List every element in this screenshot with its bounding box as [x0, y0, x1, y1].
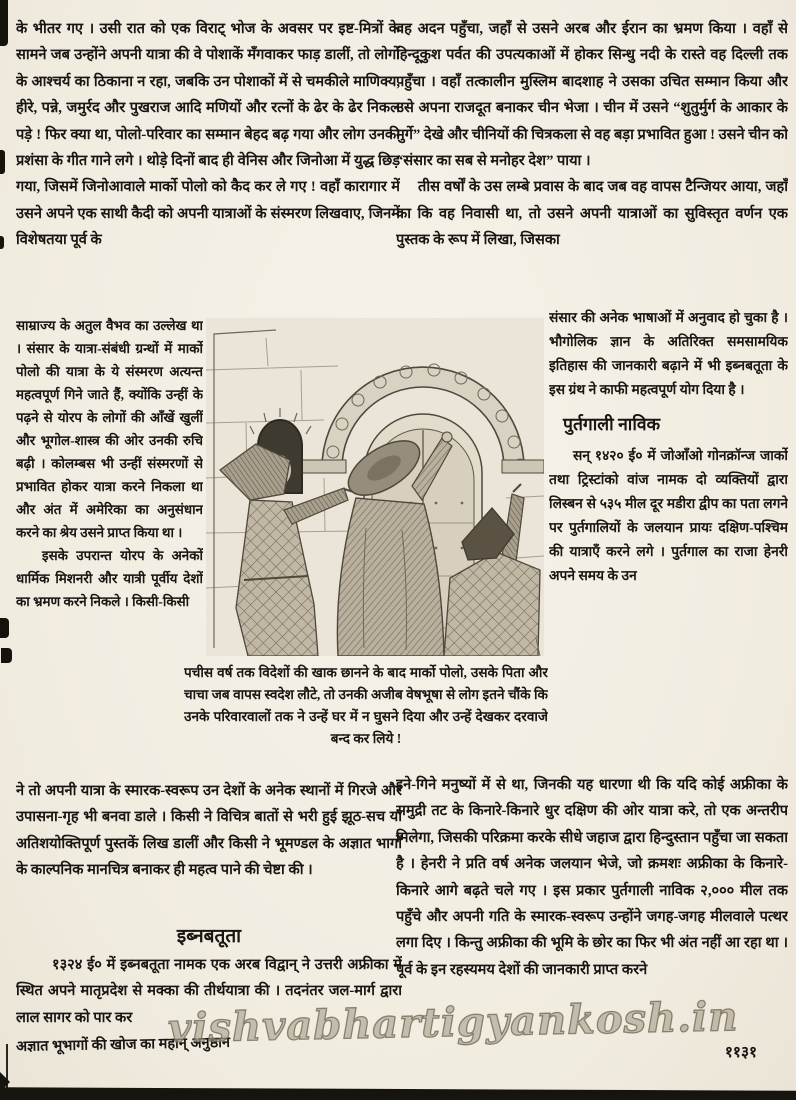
paragraph-text: के भीतर गए । उसी रात को एक विराट् भोज के अवसर पर इष्ट-मित्रों के सामने जब उन्होंने अपनी यात्रा की वे पोशाकें मँगवाकर फाड़ डालीं, तो लोगों के आश्चर्य का ठिकाना न रहा, जबकि उन पोशाकों में से चमकीले माणिक्य, हीरे, पन्ने, जमुर्रद और पुखराज आदि मणियों और रत्नों के ढेर के ढेर निकल पड़े ! फिर क्या था, पोलो-परिवार का सम्मान बेहद बढ़ गया और लोग उनकी प्रशंसा के गीत गाने लगे । थोड़े दिनों बाद ही वेनिस और जिनोआ में युद्ध छिड़ गया, जिसमें जिनोआवाले मार्को पोलो को कैद कर ले गए ! वहाँ कारागार में उसने अपने एक साथी कैदी को अपनी यात्राओं के संस्मरण लिखवाए, जिनमें विशेषतया पूर्व के	[16, 21, 400, 249]
figure-caption	[184, 662, 548, 750]
paragraph-text: १३२४ ई० में इब्नबतूता नामक एक अरब विद्वान् ने उत्तरी अफ्रीका में स्थित अपने मातृप्रदेश से मक्का की तीर्थयात्रा की । तदनंतर जल-मार्ग द्वारा लाल सागर को पार कर	[16, 957, 402, 1026]
scan-artifact-bottom-band	[0, 1087, 796, 1100]
section-heading-ibn-batuta	[16, 922, 402, 948]
paragraph-madeira: सन् १४२० ई० में जोआँओ गोनक्रॉन्ज जार्को तथा ट्रिस्टांको वांज नामक दो व्यक्तियों द्वारा लिस्बन से ५३५ मील दूर मडीरा द्वीप का पता लगने पर पुर्तगालियों के जलयान प्रायः दक्षिण-पश्चिम की यात्राएँ करने लगे । पुर्तगाल का राजा हेनरी अपने समय के उन	[549, 448, 788, 583]
scan-artifact-top-left	[0, 0, 8, 46]
paragraph-text: ने तो अपनी यात्रा के स्मारक-स्वरूप उन देशों के अनेक स्थानों में गिरजे और उपासना-गृह भी बनवा डाले । किसी ने विचित्र बातों से भरी हुई झूठ-सच या अतिशयोक्तिपूर्ण पुस्तकें लिख डालीं और किसी ने भूमण्डल के अज्ञात भागों के काल्पनिक मानचित्र बनाकर ही महत्व पाने की चेष्टा की ।	[16, 783, 402, 879]
engraving-marco-polo-at-door	[206, 318, 544, 656]
right-column-paragraph-henry	[396, 772, 788, 983]
site-watermark: vishvabhartigyankosh.in	[167, 993, 739, 1053]
paragraph-aden: वह अदन पहुँचा, जहाँ से उसने अरब और ईरान का भ्रमण किया । वहाँ से हिन्दूकुश पर्वत की उपत्यकाओं में होकर सिन्धु नदी के रास्ते वह दिल्ली तक पहुँचा । वहाँ तत्कालीन मुस्लिम बादशाह ने उसका उचित सम्मान किया और उसे अपना राजदूत बनाकर चीन भेजा । चीन में उसने “शुतुर्मुर्ग के आकार के मुर्गे” देखे और चीनियों की चित्रकला से वह बड़ा प्रभावित हुआ ! उसने चीन को “संसार का सब से मनोहर देश” पाया ।	[396, 21, 788, 170]
right-column-top	[396, 16, 788, 254]
heading-text: इब्नबतूता	[176, 926, 242, 947]
page-number: ११३१	[724, 1044, 758, 1061]
left-column-paragraph-monuments	[16, 778, 402, 884]
left-column-paragraph-ibn-batuta	[16, 952, 402, 1031]
left-column-paragraph-feast	[16, 16, 400, 254]
caption-text: पचीस वर्ष तक विदेशों की खाक छानने के बाद मार्को पोलो, उसके पिता और चाचा जब वापस स्वदेश लौटे, तो उनकी अजीब वेषभूषा से लोग इतने चौंके कि उनके परिवारवालों तक ने उन्हें घर में न घुसने दिया और उन्हें देखकर दरवाजे बन्द कर लिये !	[184, 665, 548, 746]
scan-artifact-left-edge	[1, 648, 12, 663]
section-heading-portuguese-sailors: पुर्तगाली नाविक	[563, 414, 661, 434]
paragraph-missionaries: इसके उपरान्त योरप के अनेकों धार्मिक मिशनरी और यात्री पूर्वीय देशों का भ्रमण करने निकले । किसी-किसी	[16, 548, 203, 609]
paragraph-translations: संसार की अनेक भाषाओं में अनुवाद हो चुका है । भौगोलिक ज्ञान के अतिरिक्त समसामयिक इतिहास की जानकारी बढ़ाने में भी इब्नबतूता के इस ग्रंथ ने काफी महत्वपूर्ण योग दिया है ।	[549, 310, 788, 397]
paragraph-return: तीस वर्षों के उस लम्बे प्रवास के बाद जब वह वापस टैन्जियर आया, जहाँ का कि वह निवासी था, तो उसने अपनी यात्राओं का सुविस्तृत वर्णन एक पुस्तक के रूप में लिखा, जिसका	[396, 179, 788, 249]
paragraph-memoirs: साम्राज्य के अतुल वैभव का उल्लेख था । संसार के यात्रा-संबंधी ग्रन्थों में मार्को पोलो की यात्रा के ये संस्मरण अत्यन्त महत्वपूर्ण गिने जाते हैं, क्योंकि उन्हीं के पढ़ने से योरप के लोगों की आँखें खुलीं और भूगोल-शास्त्र की ओर उनकी रुचि बढ़ी । कोलम्बस भी उन्हीं संस्मरणों से प्रभावित होकर यात्रा करने निकला था और अंत में अमेरिका का अनुसंधान करने का श्रेय उसने प्राप्त किया था ।	[16, 318, 203, 540]
engraving-illustration	[206, 318, 544, 656]
paragraph-text: इने-गिने मनुष्यों में से था, जिनकी यह धारणा थी कि यदि कोई अफ्रीका के समुद्री तट के किनारे-किनारे धुर दक्षिण की ओर यात्रा करे, तो एक अन्तरीप मिलेगा, जिसकी परिक्रमा करके सीधे जहाज द्वारा हिन्दुस्तान पहुँचा जा सकता है । हेनरी ने प्रति वर्ष अनेक जलयान भेजे, जो क्रमशः अफ्रीका के किनारे-किनारे आगे बढ़ते चले गए । इस प्रकार पुर्तगाली नाविक २,००० मील तक पहुँचे और अपनी गति के स्मारक-स्वरूप उन्होंने जगह-जगह मीलवाले पत्थर लगा दिए । किन्तु अफ्रीका की भूमि के छोर का फिर भी अंत नहीं आ रहा था । पूर्व के इन रहस्यमय देशों की जानकारी प्राप्त करने	[396, 777, 788, 978]
scan-artifact-left-edge	[0, 618, 9, 638]
scan-artifact-left-edge	[0, 236, 4, 249]
scan-artifact-left-edge	[0, 150, 5, 174]
right-column-narrow	[549, 306, 788, 588]
left-column-narrow	[16, 314, 203, 613]
running-footer-title: अज्ञात भूभागों की खोज का महान् अनुष्ठान	[15, 1034, 231, 1055]
